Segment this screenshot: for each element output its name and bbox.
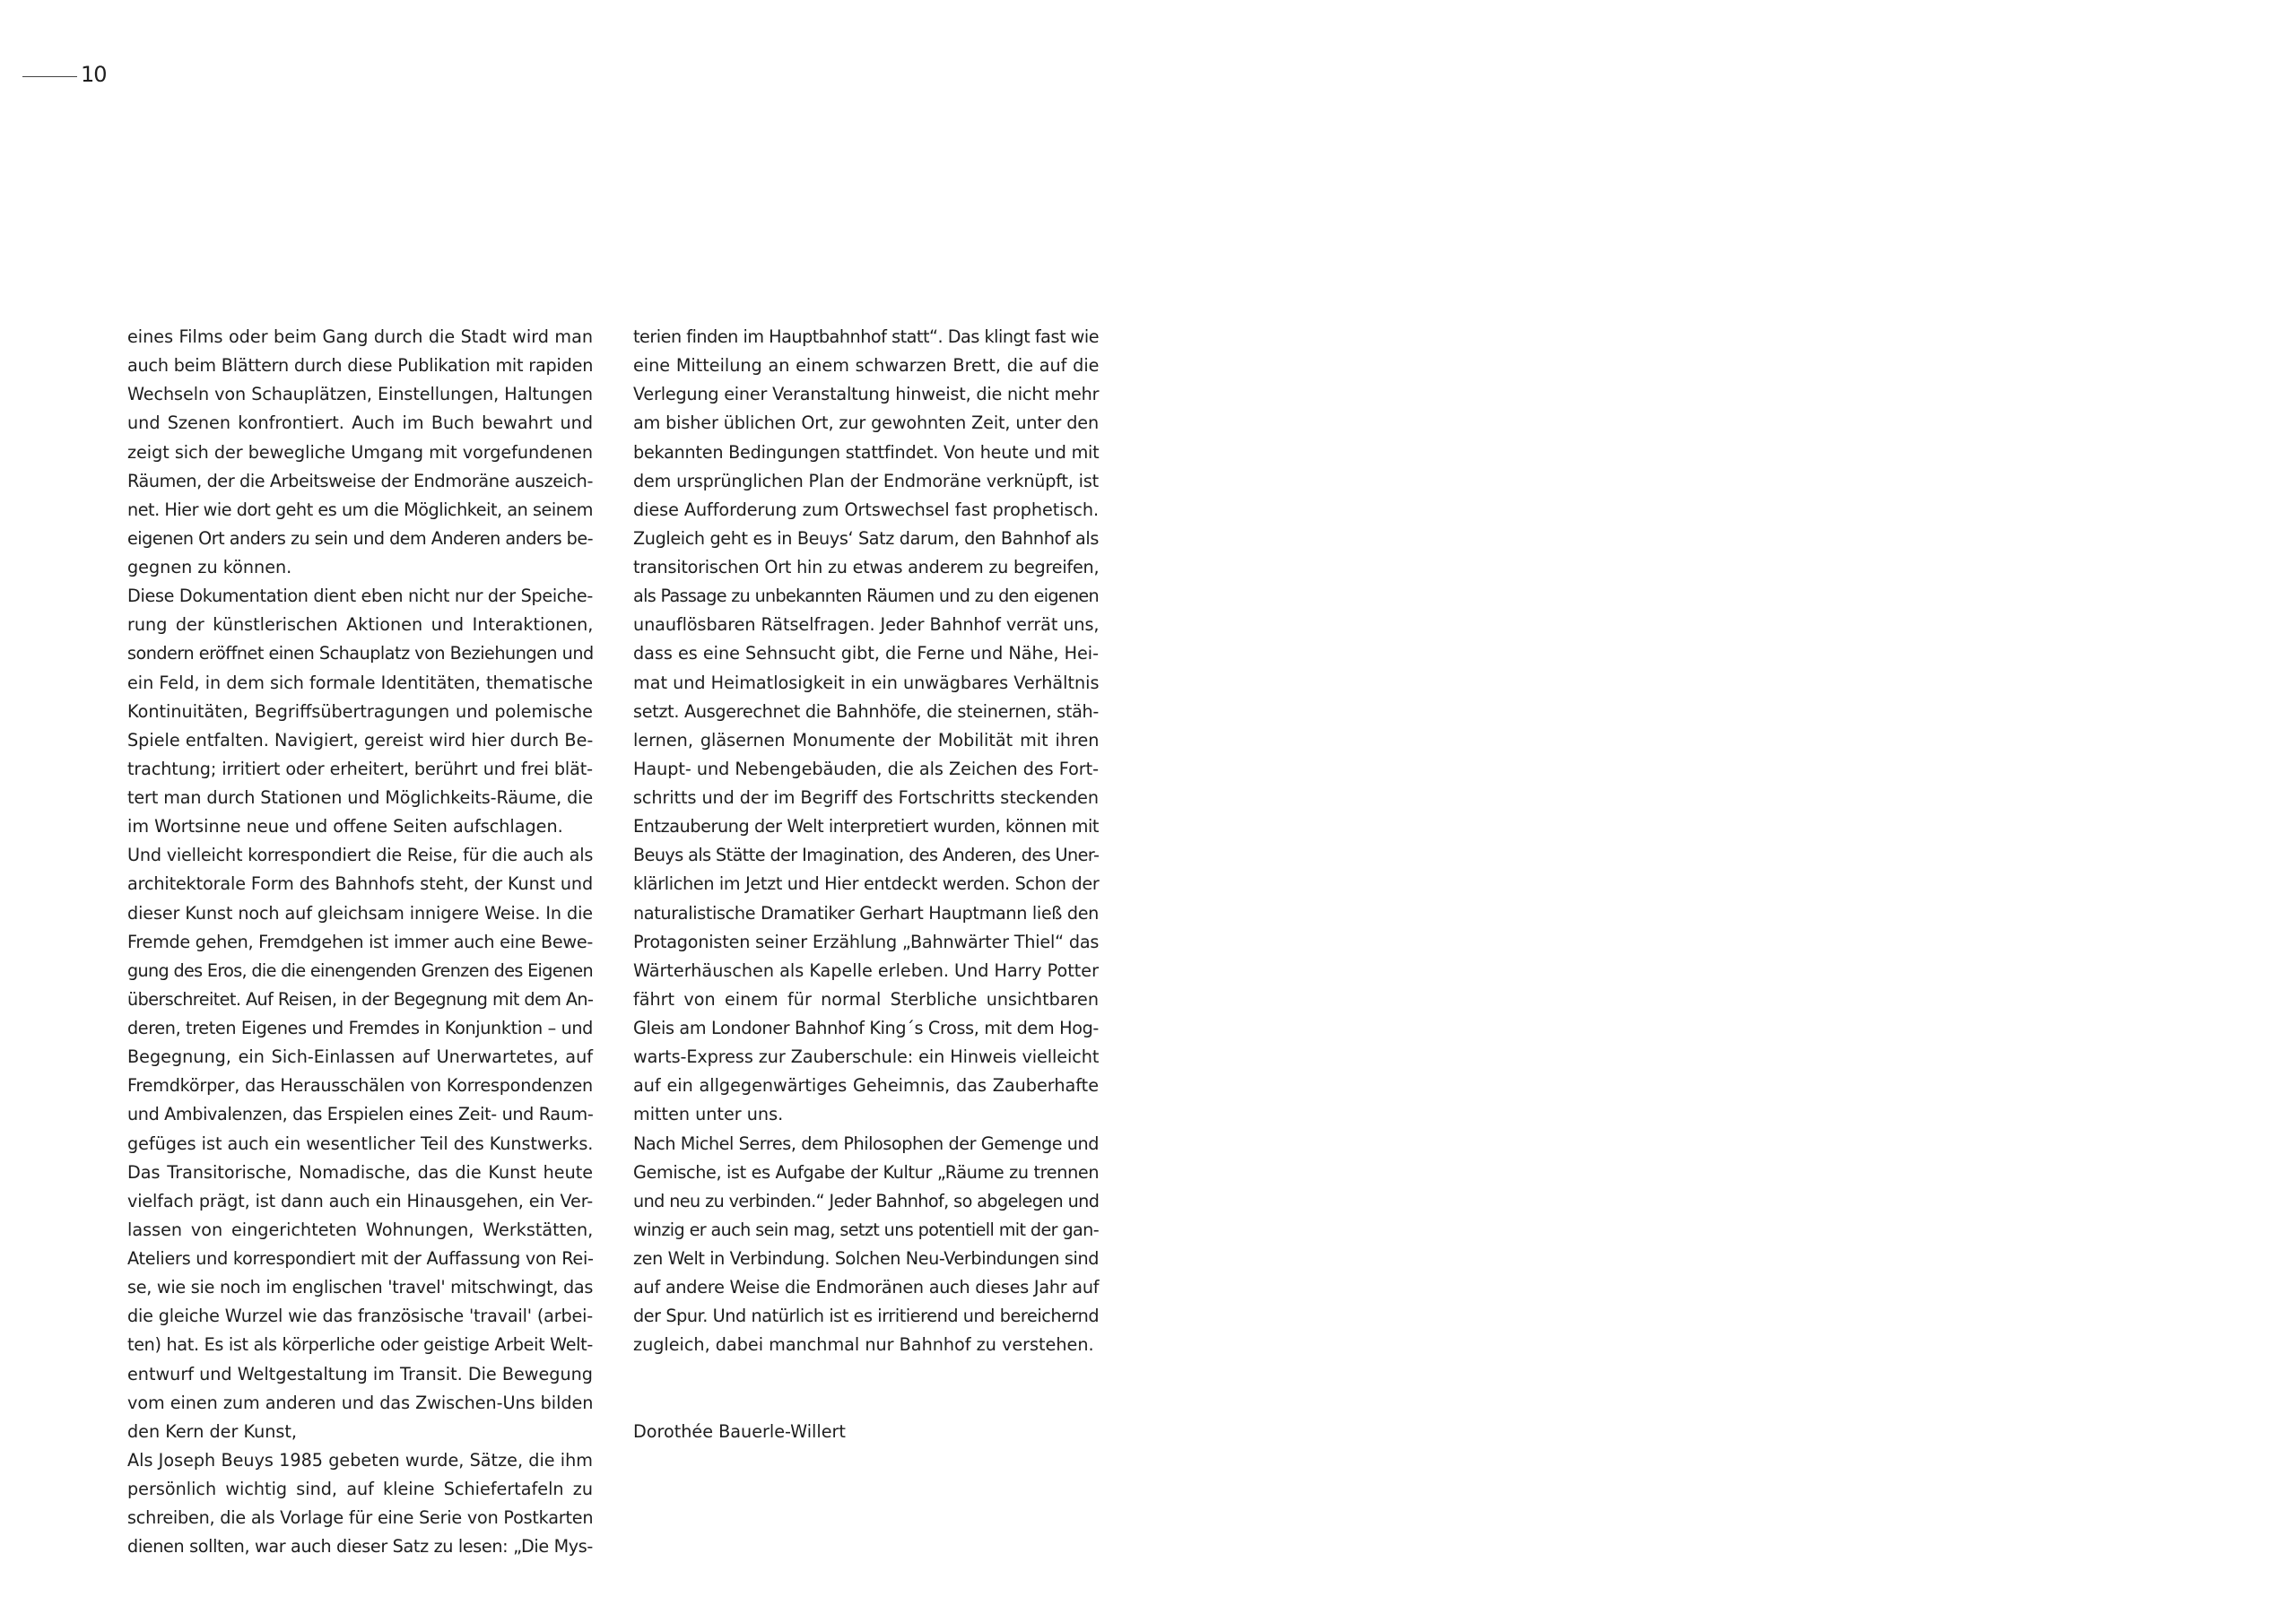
text-line: Spiele entfalten. Navigiert, gereist wird hier durch Be- bbox=[127, 729, 594, 751]
text-line: Nach Michel Serres, dem Philosophen der Gemenge und bbox=[633, 1133, 1099, 1154]
text-column-right bbox=[633, 323, 1099, 1446]
text-line: zeigt sich der bewegliche Umgang mit vorgefundenen bbox=[127, 441, 593, 463]
text-line: und Ambivalenzen, das Erspielen eines Zeit- und Raum- bbox=[127, 1104, 594, 1125]
text-line: Fremde gehen, Fremdgehen ist immer auch eine Bewe- bbox=[127, 931, 593, 952]
text-line: Gemische, ist es Aufgabe der Kultur „Räume zu trennen bbox=[633, 1161, 1100, 1183]
text-line: zugleich, dabei manchmal nur Bahnhof zu verstehen. bbox=[633, 1334, 1094, 1356]
text-line: auf andere Weise die Endmoränen auch dieses Jahr auf bbox=[633, 1277, 1100, 1298]
text-line: unauflösbaren Rätselfragen. Jeder Bahnhof verrät uns, bbox=[633, 614, 1100, 636]
paragraph bbox=[127, 841, 593, 1158]
text-line: klärlichen im Jetzt und Hier entdeckt werden. Schon der bbox=[633, 873, 1100, 895]
text-line: Zugleich geht es in Beuys‘ Satz darum, den Bahnhof als bbox=[633, 527, 1099, 549]
text-line: eine Mitteilung an einem schwarzen Brett, die auf die bbox=[633, 355, 1100, 377]
text-line: dem ursprünglichen Plan der Endmoräne verknüpft, ist bbox=[633, 470, 1099, 491]
text-line: Protagonisten seiner Erzählung „Bahnwärter Thiel“ das bbox=[633, 931, 1100, 952]
text-line: deren, treten Eigenes und Fremdes in Konjunktion – und bbox=[127, 1018, 593, 1038]
text-line: auch beim Blättern durch diese Publikation mit rapiden bbox=[127, 355, 594, 377]
text-line: Diese Dokumentation dient eben nicht nur der Speiche- bbox=[127, 586, 593, 607]
text-line: Räumen, der die Arbeitsweise der Endmoräne auszeich- bbox=[127, 470, 593, 491]
text-line: und neu zu verbinden.“ Jeder Bahnhof, so abgelegen und bbox=[633, 1190, 1100, 1211]
text-line: Haupt- und Nebengebäuden, die als Zeichen des Fort- bbox=[633, 758, 1099, 779]
text-line: Wärterhäuschen als Kapelle erleben. Und Harry Potter bbox=[633, 959, 1099, 981]
text-line: setzt. Ausgerechnet die Bahnhöfe, die steinernen, stäh- bbox=[633, 700, 1099, 722]
text-line: naturalistische Dramatiker Gerhart Hauptmann ließ den bbox=[633, 902, 1099, 924]
text-line: gung des Eros, die die einengenden Grenzen des Eigenen bbox=[127, 959, 593, 981]
text-line: lernen, gläsernen Monumente der Mobilität mit ihren bbox=[633, 729, 1100, 751]
signature-spacer bbox=[633, 1360, 1099, 1418]
text-line: Gleis am Londoner Bahnhof King´s Cross, mit dem Hog- bbox=[633, 1018, 1099, 1038]
text-line: Das Transitorische, Nomadische, das die Kunst heute bbox=[127, 1161, 594, 1183]
text-line: dass es eine Sehnsucht gibt, die Ferne und Nähe, Hei- bbox=[633, 643, 1099, 664]
paragraph bbox=[127, 1446, 593, 1562]
text-line: warts-Express zur Zauberschule: ein Hinweis vielleicht bbox=[633, 1046, 1100, 1068]
text-line: architektorale Form des Bahnhofs steht, der Kunst und bbox=[127, 873, 593, 895]
text-line: eines Films oder beim Gang durch die Stadt wird man bbox=[127, 326, 593, 347]
text-line: gefüges ist auch ein wesentlicher Teil des Kunstwerks. bbox=[127, 1133, 594, 1154]
text-line: transitorischen Ort hin zu etwas anderem zu begreifen, bbox=[633, 557, 1100, 577]
text-line: Kontinuitäten, Begriffsübertragungen und polemische bbox=[127, 700, 593, 722]
text-line: die gleiche Wurzel wie das französische 'travail' (arbei- bbox=[127, 1306, 593, 1327]
text-line: net. Hier wie dort geht es um die Möglichkeit, an seinem bbox=[127, 499, 593, 520]
text-line: Ateliers und korrespondiert mit der Auffassung von Rei- bbox=[127, 1248, 594, 1269]
page-number: 10 bbox=[81, 62, 107, 87]
text-line: der Spur. Und natürlich ist es irritierend und bereichernd bbox=[633, 1306, 1100, 1327]
text-line: Begegnung, ein Sich-Einlassen auf Unerwartetes, auf bbox=[127, 1046, 593, 1068]
text-line: Entzauberung der Welt interpretiert wurden, können mit bbox=[633, 816, 1100, 838]
text-line: rung der künstlerischen Aktionen und Interaktionen, bbox=[127, 614, 594, 636]
text-line: Wechseln von Schauplätzen, Einstellungen, Haltungen bbox=[127, 384, 593, 405]
text-line: se, wie sie noch im englischen 'travel' mitschwingt, das bbox=[127, 1277, 594, 1298]
text-line: Als Joseph Beuys 1985 gebeten wurde, Sätze, die ihm bbox=[127, 1449, 593, 1471]
text-line: überschreitet. Auf Reisen, in der Begegnung mit dem An- bbox=[127, 988, 594, 1010]
text-line: auf ein allgegenwärtiges Geheimnis, das Zauberhafte bbox=[633, 1075, 1099, 1097]
text-line: schritts und der im Begriff des Fortschritts steckenden bbox=[633, 787, 1099, 808]
text-line: diese Aufforderung zum Ortswechsel fast prophetisch. bbox=[633, 499, 1100, 520]
text-line: Beuys als Stätte der Imagination, des Anderen, des Uner- bbox=[633, 845, 1100, 866]
text-line: und Szenen konfrontiert. Auch im Buch bewahrt und bbox=[127, 412, 593, 434]
text-line: vom einen zum anderen und das Zwischen-Uns bilden bbox=[127, 1392, 594, 1413]
text-line: fährt von einem für normal Sterbliche unsichtbaren bbox=[633, 988, 1099, 1010]
text-line: am bisher üblichen Ort, zur gewohnten Zeit, unter den bbox=[633, 412, 1099, 434]
text-line: schreiben, die als Vorlage für eine Serie von Postkarten bbox=[127, 1507, 594, 1529]
text-line: sondern eröffnet einen Schauplatz von Beziehungen und bbox=[127, 643, 594, 664]
paragraph bbox=[127, 323, 593, 582]
text-line: dieser Kunst noch auf gleichsam innigere Weise. In die bbox=[127, 902, 593, 924]
paragraph bbox=[127, 582, 593, 841]
text-line: vielfach prägt, ist dann auch ein Hinausgehen, ein Ver- bbox=[127, 1190, 593, 1211]
text-line: mitten unter uns. bbox=[633, 1104, 784, 1125]
text-line: den Kern der Kunst, bbox=[127, 1420, 298, 1442]
author-signature: Dorothée Bauerle-Willert bbox=[633, 1420, 846, 1442]
text-line: tert man durch Stationen und Möglichkeits-Räume, die bbox=[127, 787, 593, 808]
text-line: dienen sollten, war auch dieser Satz zu lesen: „Die Mys- bbox=[127, 1536, 593, 1558]
text-line: winzig er auch sein mag, setzt uns potentiell mit der gan- bbox=[633, 1219, 1099, 1240]
text-line: lassen von eingerichteten Wohnungen, Werkstätten, bbox=[127, 1219, 594, 1240]
text-line: bekannten Bedingungen stattfindet. Von heute und mit bbox=[633, 441, 1100, 463]
text-line: Und vielleicht korrespondiert die Reise, für die auch als bbox=[127, 845, 594, 866]
paragraph bbox=[127, 1159, 593, 1446]
text-line: Verlegung einer Veranstaltung hinweist, die nicht mehr bbox=[633, 384, 1100, 405]
text-line: Fremdkörper, das Herausschälen von Korrespondenzen bbox=[127, 1075, 593, 1097]
paragraph bbox=[633, 1130, 1099, 1360]
text-line: mat und Heimatlosigkeit in ein unwägbares Verhältnis bbox=[633, 672, 1100, 693]
page-number-rule bbox=[22, 76, 77, 77]
text-line: entwurf und Weltgestaltung im Transit. Die Bewegung bbox=[127, 1363, 593, 1384]
text-line: im Wortsinne neue und offene Seiten aufschlagen. bbox=[127, 816, 563, 838]
text-line: ein Feld, in dem sich formale Identitäten, thematische bbox=[127, 672, 594, 693]
text-line: eigenen Ort anders zu sein und dem Anderen anders be- bbox=[127, 527, 593, 549]
text-line: trachtung; irritiert oder erheitert, berührt und frei blät- bbox=[127, 758, 593, 779]
paragraph bbox=[633, 323, 1099, 1130]
text-column-left bbox=[127, 323, 593, 1561]
text-line: zen Welt in Verbindung. Solchen Neu-Verbindungen sind bbox=[633, 1248, 1099, 1269]
text-line: terien finden im Hauptbahnhof statt“. Das klingt fast wie bbox=[633, 326, 1100, 347]
text-line: ten) hat. Es ist als körperliche oder geistige Arbeit Welt- bbox=[127, 1334, 593, 1356]
text-line: gegnen zu können. bbox=[127, 557, 292, 577]
text-line: als Passage zu unbekannten Räumen und zu den eigenen bbox=[633, 586, 1099, 607]
text-line: persönlich wichtig sind, auf kleine Schiefertafeln zu bbox=[127, 1479, 593, 1499]
